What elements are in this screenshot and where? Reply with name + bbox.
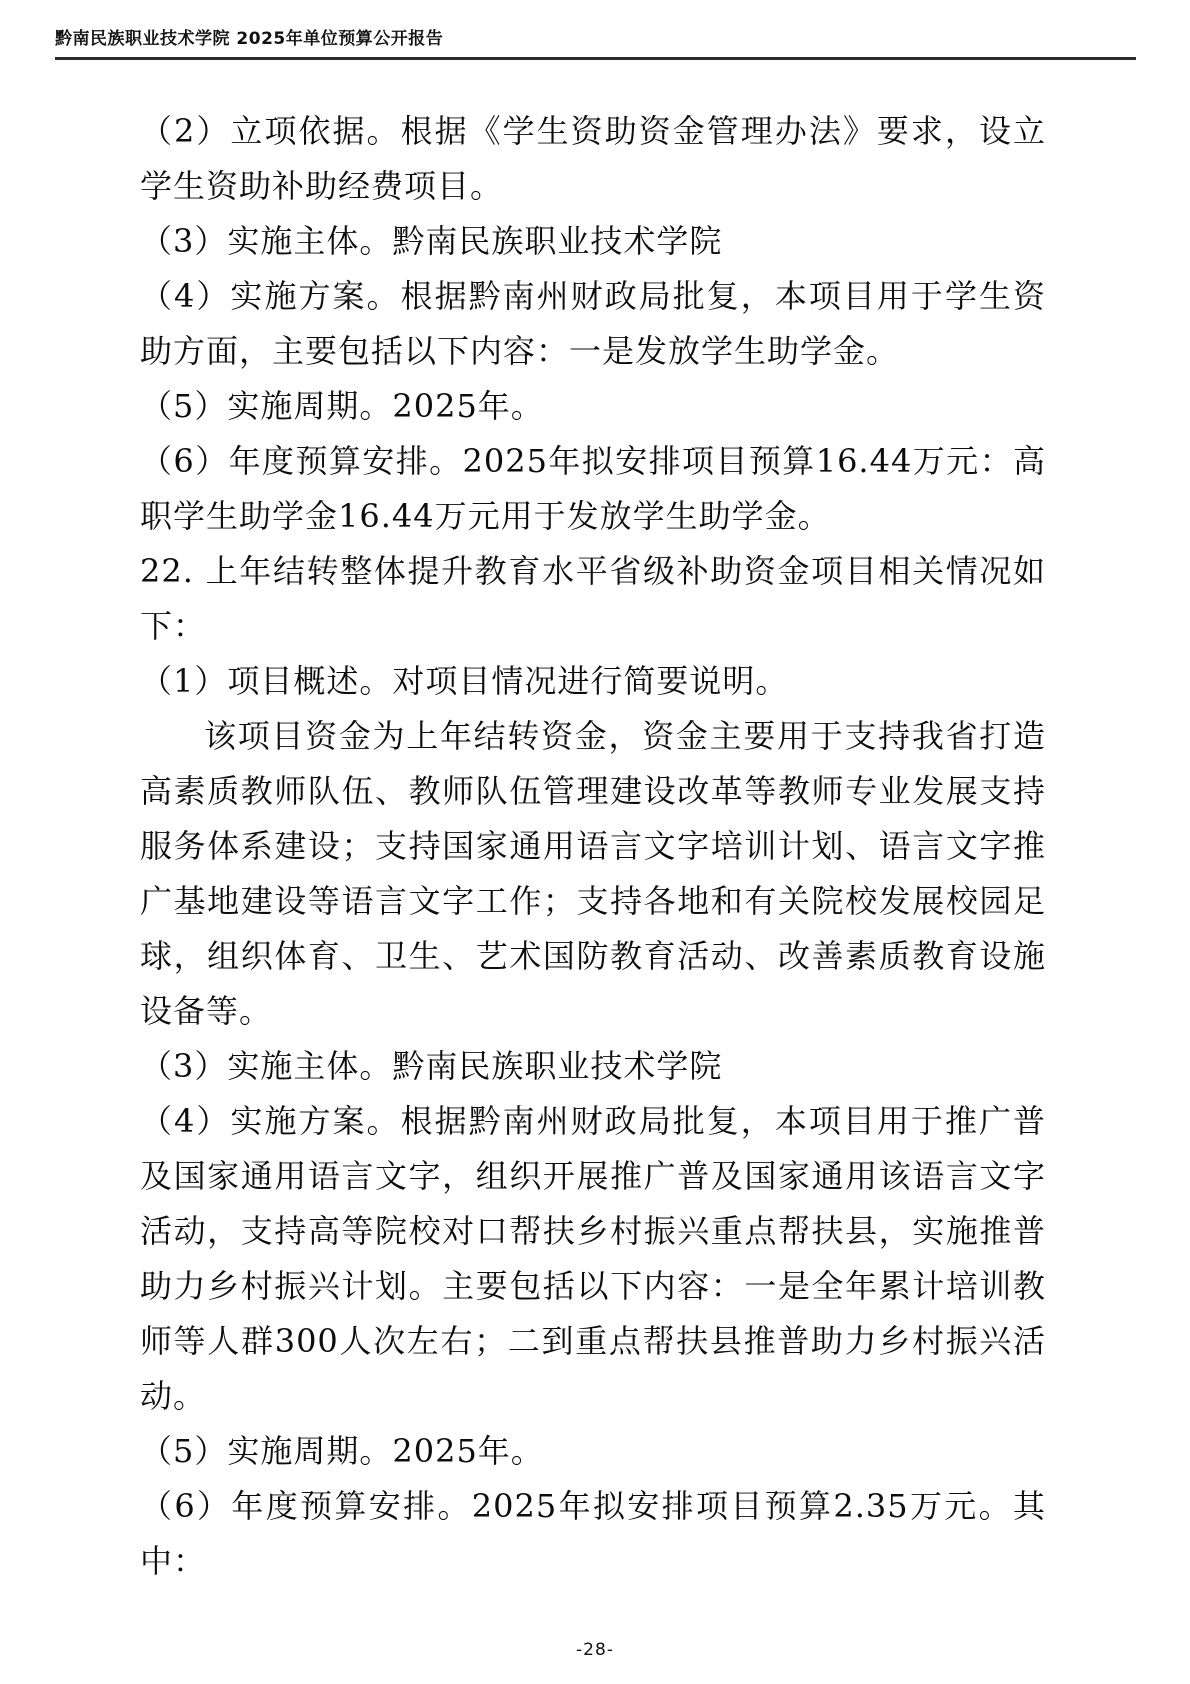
paragraph: （3）实施主体。黔南民族职业技术学院 <box>140 222 723 260</box>
paragraph: 22. 上年结转整体提升教育水平省级补助资金项目相关情况如下： <box>140 552 1046 645</box>
paragraph: （4）实施方案。根据黔南州财政局批复，本项目用于学生资助方面，主要包括以下内容：一是发放学生助学金。 <box>140 277 1046 370</box>
paragraph: （2）立项依据。根据《学生资助资金管理办法》要求，设立学生资助补助经费项目。 <box>140 112 1046 205</box>
header-title: 黔南民族职业技术学院 2025年单位预算公开报告 <box>55 29 444 49</box>
paragraph: 该项目资金为上年结转资金，资金主要用于支持我省打造高素质教师队伍、教师队伍管理建设改革等教师专业发展支持服务体系建设；支持国家通用语言文字培训计划、语言文字推广基地建设等语言文字工作；支持各地和有关院校发展校园足球，组织体育、卫生、艺术国防教育活动、改善素质教育设施设备等。 <box>140 717 1046 1030</box>
paragraph: （5）实施周期。2025年。 <box>140 1432 544 1470</box>
page-footer <box>0 1640 1190 1660</box>
header-rule <box>55 57 1136 60</box>
paragraph: （3）实施主体。黔南民族职业技术学院 <box>140 1047 723 1085</box>
paragraph: （6）年度预算安排。2025年拟安排项目预算2.35万元。其中： <box>140 1487 1046 1580</box>
paragraph: （6）年度预算安排。2025年拟安排项目预算16.44万元：高职学生助学金16.44万元用于发放学生助学金。 <box>140 442 1046 535</box>
paragraph: （1）项目概述。对项目情况进行简要说明。 <box>140 662 789 700</box>
paragraph: （5）实施周期。2025年。 <box>140 387 544 425</box>
document-body <box>140 104 1046 1589</box>
paragraph: （4）实施方案。根据黔南州财政局批复，本项目用于推广普及国家通用语言文字，组织开展推广普及国家通用该语言文字活动，支持高等院校对口帮扶乡村振兴重点帮扶县，实施推普助力乡村振兴计划。主要包括以下内容：一是全年累计培训教师等人群300人次左右；二到重点帮扶县推普助力乡村振兴活动。 <box>140 1102 1046 1415</box>
page-number: -28- <box>576 1640 614 1660</box>
page-header <box>55 28 1136 60</box>
